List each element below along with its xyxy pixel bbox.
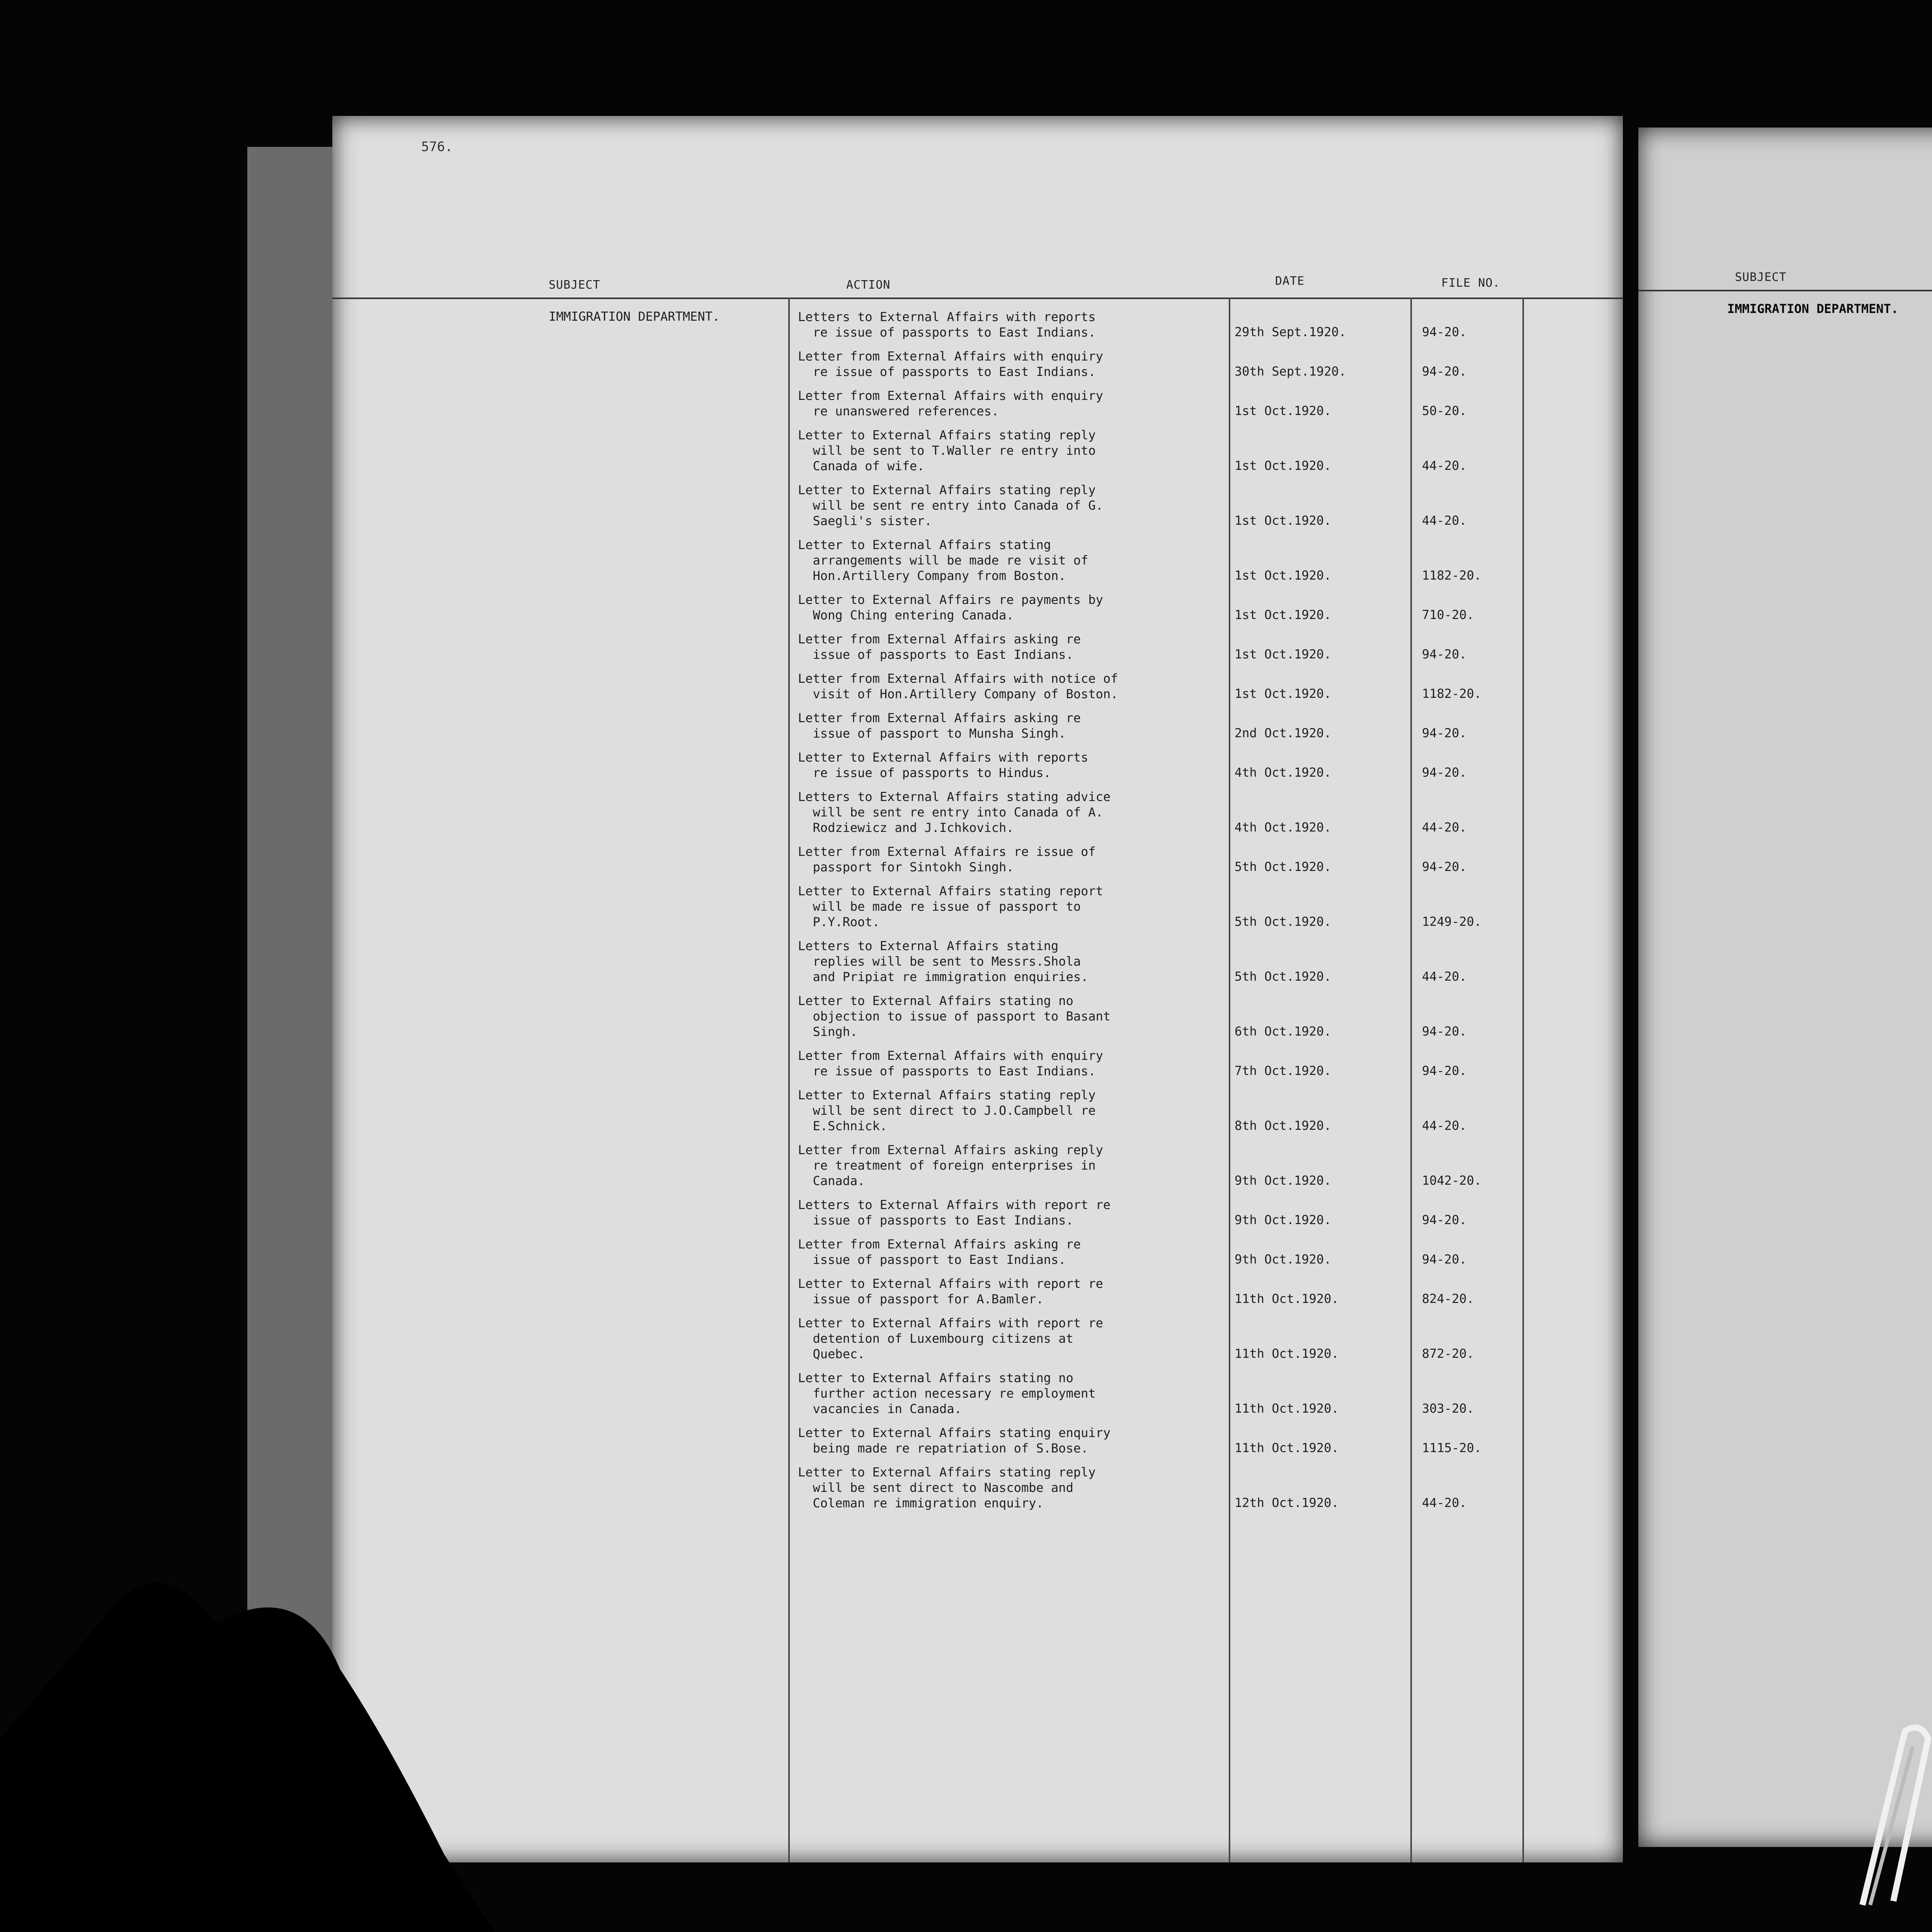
entry-file-no: 44-20. bbox=[1422, 820, 1467, 835]
column-rule bbox=[1522, 298, 1524, 1862]
entry-file-no: 94-20. bbox=[1422, 325, 1467, 339]
entry-action: Letter to External Affairs with reports re issue of passports to Hindus. bbox=[798, 750, 1088, 780]
entry-action: Letter from External Affairs with enquiry re issue of passports to East Indians. bbox=[798, 349, 1103, 379]
entry-date: 6th Oct.1920. bbox=[1235, 1024, 1332, 1039]
entry-file-no: 1182-20. bbox=[1422, 568, 1482, 583]
entry-file-no: 94-20. bbox=[1422, 859, 1467, 874]
entry-action: Letters to External Affairs stating advice will be sent re entry into Canada of A. Rodziewicz and J.Ichkovich. bbox=[798, 789, 1111, 835]
entry-date: 1st Oct.1920. bbox=[1235, 458, 1332, 473]
entry-file-no: 303-20. bbox=[1422, 1401, 1474, 1416]
entry-date: 1st Oct.1920. bbox=[1235, 403, 1332, 418]
entry-file-no: 710-20. bbox=[1422, 607, 1474, 622]
column-rule bbox=[1229, 298, 1230, 1862]
entry-date: 4th Oct.1920. bbox=[1235, 765, 1332, 780]
entry-action: Letter to External Affairs stating reply will be sent direct to Nascombe and Coleman re immigration enquiry. bbox=[798, 1465, 1096, 1510]
entry-file-no: 94-20. bbox=[1422, 364, 1467, 379]
entry-file-no: 94-20. bbox=[1422, 765, 1467, 780]
entry-file-no: 44-20. bbox=[1422, 1118, 1467, 1133]
paper-clip bbox=[1847, 1723, 1932, 1909]
entry-date: 9th Oct.1920. bbox=[1235, 1252, 1332, 1267]
entry-action: Letter to External Affairs re payments by Wong Ching entering Canada. bbox=[798, 592, 1103, 622]
entry-action: Letter to External Affairs stating enquiry being made re repatriation of S.Bose. bbox=[798, 1425, 1111, 1456]
header-subject: SUBJECT bbox=[1735, 270, 1787, 284]
page-number: 576. bbox=[421, 139, 453, 155]
entry-date: 5th Oct.1920. bbox=[1235, 859, 1332, 874]
entry-action: Letter from External Affairs with enquiry re issue of passports to East Indians. bbox=[798, 1048, 1103, 1078]
entry-file-no: 44-20. bbox=[1422, 969, 1467, 984]
entry-file-no: 94-20. bbox=[1422, 1063, 1467, 1078]
entry-file-no: 94-20. bbox=[1422, 1252, 1467, 1267]
entry-date: 1st Oct.1920. bbox=[1235, 607, 1332, 622]
entry-action: Letter to External Affairs stating reply will be sent to T.Waller re entry into Canada of wife. bbox=[798, 428, 1096, 473]
entry-action: Letter to External Affairs with report re detention of Luxembourg citizens at Quebec. bbox=[798, 1316, 1103, 1361]
entry-file-no: 1249-20. bbox=[1422, 914, 1482, 929]
entry-date: 4th Oct.1920. bbox=[1235, 820, 1332, 835]
entry-action: Letters to External Affairs with report re issue of passports to East Indians. bbox=[798, 1197, 1111, 1228]
entry-date: 9th Oct.1920. bbox=[1235, 1213, 1332, 1227]
entry-action: Letters to External Affairs with reports re issue of passports to East Indians. bbox=[798, 310, 1096, 340]
entry-action: Letter from External Affairs asking re issue of passports to East Indians. bbox=[798, 632, 1081, 662]
entry-file-no: 1182-20. bbox=[1422, 686, 1482, 701]
entry-date: 8th Oct.1920. bbox=[1235, 1118, 1332, 1133]
entry-date: 11th Oct.1920. bbox=[1235, 1440, 1339, 1455]
entry-action: Letter from External Affairs with enquiry re unanswered references. bbox=[798, 388, 1103, 418]
header-rule bbox=[1638, 290, 1932, 291]
entry-file-no: 44-20. bbox=[1422, 513, 1467, 528]
entry-date: 1st Oct.1920. bbox=[1235, 686, 1332, 701]
entry-action: Letter to External Affairs stating arrangements will be made re visit of Hon.Artillery Company from Boston. bbox=[798, 537, 1088, 583]
entry-date: 1st Oct.1920. bbox=[1235, 647, 1332, 662]
column-rule bbox=[1410, 298, 1412, 1862]
entry-action: Letter to External Affairs stating no further action necessary re employment vacancies in Canada. bbox=[798, 1371, 1096, 1416]
entry-date: 12th Oct.1920. bbox=[1235, 1495, 1339, 1510]
entry-date: 30th Sept.1920. bbox=[1235, 364, 1346, 379]
entry-date: 29th Sept.1920. bbox=[1235, 325, 1346, 339]
entry-file-no: 94-20. bbox=[1422, 1024, 1467, 1039]
entry-date: 11th Oct.1920. bbox=[1235, 1346, 1339, 1361]
entry-action: Letter to External Affairs stating no objection to issue of passport to Basant Singh. bbox=[798, 993, 1111, 1039]
entry-date: 1st Oct.1920. bbox=[1235, 513, 1332, 528]
subject-label: IMMIGRATION DEPARTMENT. bbox=[549, 309, 720, 324]
entry-action: Letters to External Affairs stating replies will be sent to Messrs.Shola and Pripiat re immigration enquiries. bbox=[798, 939, 1088, 984]
entry-file-no: 824-20. bbox=[1422, 1291, 1474, 1306]
entry-file-no: 44-20. bbox=[1422, 1495, 1467, 1510]
entry-date: 5th Oct.1920. bbox=[1235, 914, 1332, 929]
entry-file-no: 872-20. bbox=[1422, 1346, 1474, 1361]
header-date: DATE bbox=[1275, 274, 1305, 288]
header-rule bbox=[332, 298, 1623, 299]
entry-action: Letter from External Affairs with notice of visit of Hon.Artillery Company of Boston. bbox=[798, 671, 1118, 701]
entry-file-no: 94-20. bbox=[1422, 726, 1467, 740]
entry-action: Letter to External Affairs stating report will be made re issue of passport to P.Y.Root. bbox=[798, 884, 1103, 929]
entry-date: 11th Oct.1920. bbox=[1235, 1291, 1339, 1306]
entry-action: Letter from External Affairs re issue of passport for Sintokh Singh. bbox=[798, 844, 1096, 874]
entry-date: 9th Oct.1920. bbox=[1235, 1173, 1332, 1188]
header-action: ACTION bbox=[846, 278, 891, 292]
entry-date: 5th Oct.1920. bbox=[1235, 969, 1332, 984]
header-subject: SUBJECT bbox=[549, 278, 600, 292]
entry-date: 11th Oct.1920. bbox=[1235, 1401, 1339, 1416]
entry-file-no: 1042-20. bbox=[1422, 1173, 1482, 1188]
header-file-no: FILE NO. bbox=[1441, 276, 1500, 290]
entry-date: 2nd Oct.1920. bbox=[1235, 726, 1332, 740]
column-rule bbox=[788, 298, 790, 1862]
entry-file-no: 44-20. bbox=[1422, 458, 1467, 473]
subject-label: IMMIGRATION DEPARTMENT. bbox=[1727, 301, 1899, 316]
entry-file-no: 94-20. bbox=[1422, 1213, 1467, 1227]
entry-action: Letter to External Affairs stating reply will be sent re entry into Canada of G. Saegli's sister. bbox=[798, 483, 1103, 528]
entry-file-no: 1115-20. bbox=[1422, 1440, 1482, 1455]
entry-date: 7th Oct.1920. bbox=[1235, 1063, 1332, 1078]
entry-action: Letter to External Affairs stating reply will be sent direct to J.O.Campbell re E.Schnick. bbox=[798, 1088, 1096, 1133]
hand-shadow bbox=[0, 1507, 541, 1932]
entry-date: 1st Oct.1920. bbox=[1235, 568, 1332, 583]
entry-action: Letter to External Affairs with report re issue of passport for A.Bamler. bbox=[798, 1276, 1103, 1306]
entry-action: Letter from External Affairs asking re issue of passport to Munsha Singh. bbox=[798, 711, 1081, 741]
entry-file-no: 94-20. bbox=[1422, 647, 1467, 662]
entry-action: Letter from External Affairs asking reply re treatment of foreign enterprises in Canada. bbox=[798, 1143, 1103, 1188]
entry-action: Letter from External Affairs asking re issue of passport to East Indians. bbox=[798, 1237, 1081, 1267]
right-ledger-page bbox=[1638, 128, 1932, 1847]
entry-file-no: 50-20. bbox=[1422, 403, 1467, 418]
